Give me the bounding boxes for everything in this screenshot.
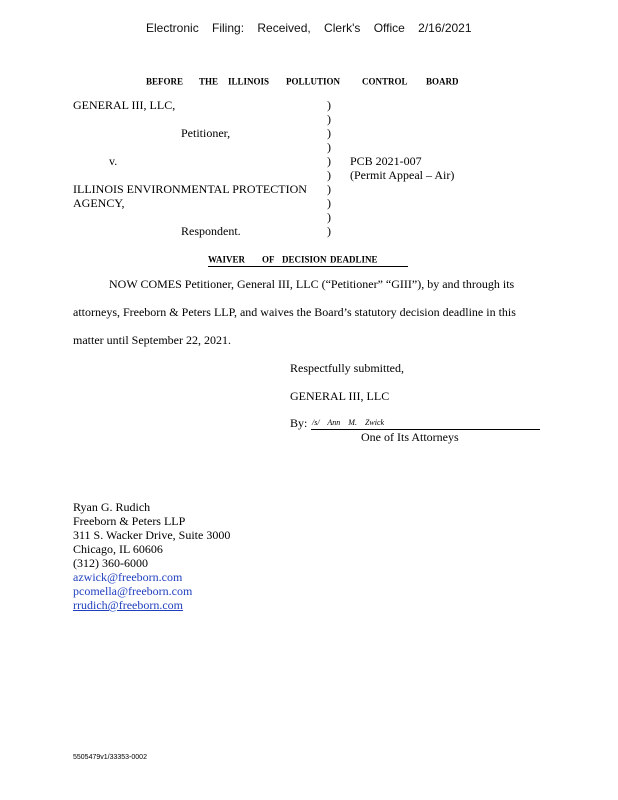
case-number: PCB 2021-007 xyxy=(350,154,422,168)
doc-title xyxy=(208,254,408,267)
caption-paren: ) xyxy=(327,126,331,140)
doc-title-waiver: WAIVER xyxy=(208,253,246,265)
caption-paren: ) xyxy=(327,224,331,238)
email-link[interactable]: rrudich@freeborn.com xyxy=(73,598,184,612)
respondent-name-line1: ILLINOIS ENVIRONMENTAL PROTECTION xyxy=(73,182,307,196)
caption-control: CONTROL xyxy=(362,75,408,87)
doc-title-decision: DECISION xyxy=(282,253,327,265)
counsel-name: Ryan G. Rudich xyxy=(73,500,151,514)
attorney-role: One of Its Attorneys xyxy=(361,430,459,444)
counsel-phone: (312) 360-6000 xyxy=(73,556,148,570)
respondent-role: Respondent. xyxy=(181,224,241,238)
email-link[interactable]: azwick@freeborn.com xyxy=(73,570,183,584)
caption-paren: ) xyxy=(327,154,331,168)
caption-before: BEFORE xyxy=(146,75,184,87)
caption-paren: ) xyxy=(327,196,331,210)
email-link[interactable]: pcomella@freeborn.com xyxy=(73,584,193,598)
caption-paren: ) xyxy=(327,168,331,182)
document-id: 5505479v1/33353-0002 xyxy=(73,754,147,761)
caption-paren: ) xyxy=(327,182,331,196)
caption-board: BOARD xyxy=(426,75,459,87)
by-label: By: xyxy=(290,416,308,430)
versus: v. xyxy=(109,154,118,168)
electronic-signature: /s/ Ann M. Zwick xyxy=(312,418,385,427)
doc-title-of: OF xyxy=(262,253,275,265)
caption-paren: ) xyxy=(327,98,331,112)
counsel-firm: Freeborn & Peters LLP xyxy=(73,514,186,528)
doc-title-deadline: DEADLINE xyxy=(330,253,378,265)
signing-party: GENERAL III, LLC xyxy=(290,389,390,403)
body-line-1: NOW COMES Petitioner, General III, LLC (“Petitioner” “GIII”), by and through its xyxy=(109,277,515,291)
body-line-2: attorneys, Freeborn & Peters LLP, and waives the Board’s statutory decision deadline in this xyxy=(73,305,516,319)
petitioner-role: Petitioner, xyxy=(181,126,231,140)
respondent-name-line2: AGENCY, xyxy=(73,196,125,210)
counsel-city: Chicago, IL 60606 xyxy=(73,542,163,556)
petitioner-name: GENERAL III, LLC, xyxy=(73,98,176,112)
body-line-3: matter until September 22, 2021. xyxy=(73,333,231,347)
caption-paren: ) xyxy=(327,140,331,154)
filing-header: Electronic Filing: Received, Clerk's Office 2/16/2021 xyxy=(146,21,472,35)
caption-paren: ) xyxy=(327,112,331,126)
closing: Respectfully submitted, xyxy=(290,361,404,375)
counsel-address: 311 S. Wacker Drive, Suite 3000 xyxy=(73,528,231,542)
caption-the: THE xyxy=(199,75,219,87)
case-type: (Permit Appeal – Air) xyxy=(350,168,455,182)
caption-paren: ) xyxy=(327,210,331,224)
caption-illinois: ILLINOIS xyxy=(228,75,270,87)
caption-pollution: POLLUTION xyxy=(286,75,341,87)
